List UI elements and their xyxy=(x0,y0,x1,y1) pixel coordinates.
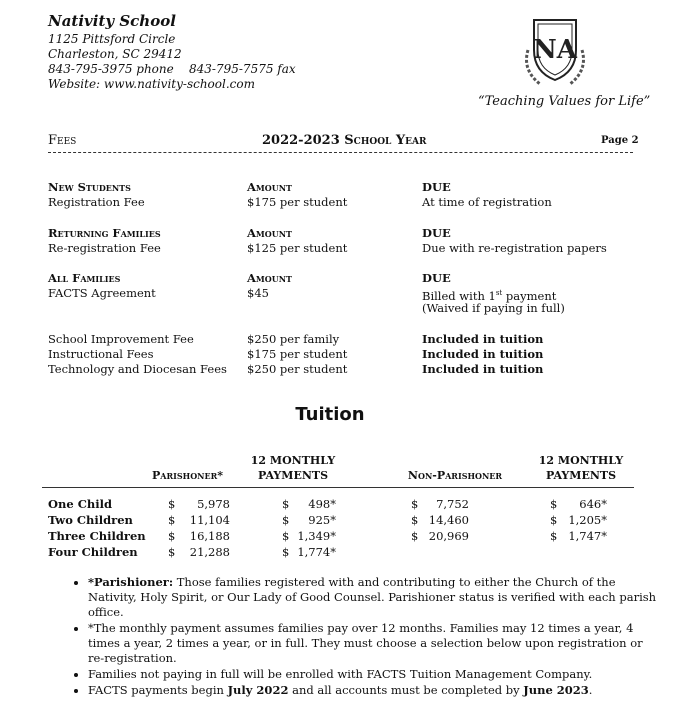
year-number: 2022-2023 xyxy=(262,133,340,148)
school-address-2: Charleston, SC 29412 xyxy=(48,47,182,61)
currency: $ xyxy=(282,513,290,527)
section-heading: Returning Families xyxy=(48,226,161,240)
year-label: School Year xyxy=(344,133,427,148)
amount-heading: Amount xyxy=(247,180,292,194)
fee-amount: $175 per student xyxy=(247,195,348,209)
due-text: Billed with 1 xyxy=(422,288,496,303)
value: 20,969 xyxy=(428,529,469,543)
value: 1,774* xyxy=(297,545,336,559)
value: 1,205* xyxy=(568,513,607,527)
col-monthly-parishioner xyxy=(248,453,338,483)
currency: $ xyxy=(168,545,176,559)
row-label: Three Children xyxy=(48,529,146,543)
currency: $ xyxy=(411,513,419,527)
included-amount: $175 per student xyxy=(247,347,348,361)
note-text: . xyxy=(588,683,593,697)
note-text: Those families registered with and contributing to either the Church of the Nativity, Holy Spirit, or Our Lady of Good Counsel. Parishioner status is verified with each parish office. xyxy=(88,575,657,619)
page-number: Page 2 xyxy=(601,135,639,146)
school-phone-fax xyxy=(48,62,296,77)
fee-item: Re-registration Fee xyxy=(48,241,161,255)
value: 1,349* xyxy=(297,529,336,543)
col-monthly-line1: 12 MONTHLY xyxy=(538,454,624,467)
col-parishioner: Parishoner* xyxy=(152,469,223,482)
school-website: Website: www.nativity-school.com xyxy=(48,77,255,91)
parishioner-amount xyxy=(168,496,230,512)
row-label: Four Children xyxy=(48,545,138,559)
fee-amount: $45 xyxy=(247,286,269,300)
tuition-title: Tuition xyxy=(295,404,365,425)
col-monthly-line2: PAYMENTS xyxy=(545,469,617,482)
currency: $ xyxy=(550,529,558,543)
section-heading: All Families xyxy=(48,271,121,285)
row-label: Two Children xyxy=(48,513,133,527)
col-non-parishioner: Non-Parishoner xyxy=(407,469,503,482)
currency: $ xyxy=(282,529,290,543)
non-parishioner-monthly xyxy=(550,512,607,528)
parishioner-amount xyxy=(168,512,230,528)
note-bold: June 2023 xyxy=(523,683,589,697)
non-parishioner-amount xyxy=(411,512,469,528)
fee-due: Due with re-registration papers xyxy=(422,241,607,255)
note-text: and all accounts must be completed by xyxy=(288,683,524,697)
section-heading: New Students xyxy=(48,180,131,194)
currency: $ xyxy=(550,513,558,527)
parishioner-monthly xyxy=(282,528,336,544)
fee-item: Registration Fee xyxy=(48,195,145,209)
value: 925* xyxy=(308,513,336,527)
currency: $ xyxy=(168,513,176,527)
school-phone: 843-795-3975 phone xyxy=(48,62,174,76)
parishioner-monthly xyxy=(282,512,336,528)
fee-item: FACTS Agreement xyxy=(48,286,156,300)
table-rule xyxy=(42,487,634,488)
note-facts: • Families not paying in full will be enrolled with FACTS Tuition Management Company. xyxy=(88,667,658,682)
note-monthly: • *The monthly payment assumes families pay over 12 months. Families may 12 times a year, 4 times a year, 2 times a year, or in full. They must choose a selection below upon registration or re-registration. xyxy=(88,621,658,666)
school-fax: 843-795-7575 fax xyxy=(189,62,296,76)
dashed-divider xyxy=(48,152,633,153)
amount-heading: Amount xyxy=(247,271,292,285)
col-monthly-non-parishioner xyxy=(536,453,626,483)
school-address-1: 1125 Pittsford Circle xyxy=(48,32,176,46)
crest-letters: NA xyxy=(533,35,577,65)
note-bold: July 2022 xyxy=(227,683,289,697)
non-parishioner-monthly xyxy=(550,528,607,544)
school-crest-logo xyxy=(520,10,590,90)
school-name: Nativity School xyxy=(48,12,176,30)
currency: $ xyxy=(282,545,290,559)
currency: $ xyxy=(411,529,419,543)
value: 21,288 xyxy=(189,545,230,559)
parishioner-amount xyxy=(168,544,230,560)
note-payments xyxy=(88,683,658,698)
fee-due-note: (Waived if paying in full) xyxy=(422,301,565,315)
value: 16,188 xyxy=(189,529,230,543)
value: 1,747* xyxy=(568,529,607,543)
currency: $ xyxy=(550,497,558,511)
notes-list xyxy=(70,575,658,699)
due-heading: DUE xyxy=(422,180,451,194)
included-due: Included in tuition xyxy=(422,362,544,376)
value: 7,752 xyxy=(436,497,469,511)
value: 11,104 xyxy=(189,513,230,527)
currency: $ xyxy=(168,497,176,511)
due-heading: DUE xyxy=(422,226,451,240)
due-superscript: st xyxy=(495,289,503,297)
due-heading: DUE xyxy=(422,271,451,285)
included-item: School Improvement Fee xyxy=(48,332,194,346)
non-parishioner-monthly xyxy=(550,496,607,512)
included-due: Included in tuition xyxy=(422,332,544,346)
school-motto: “Teaching Values for Life” xyxy=(478,94,651,109)
note-parishioner xyxy=(88,575,658,620)
included-amount: $250 per student xyxy=(247,362,348,376)
currency: $ xyxy=(168,529,176,543)
included-item: Instructional Fees xyxy=(48,347,154,361)
col-monthly-line1: 12 MONTHLY xyxy=(250,454,336,467)
row-label: One Child xyxy=(48,497,112,511)
parishioner-amount xyxy=(168,528,230,544)
included-amount: $250 per family xyxy=(247,332,340,346)
due-text-end: payment xyxy=(502,288,557,303)
amount-heading: Amount xyxy=(247,226,292,240)
fees-title: Fees xyxy=(48,133,77,148)
included-item: Technology and Diocesan Fees xyxy=(48,362,227,376)
col-monthly-line2: PAYMENTS xyxy=(257,469,329,482)
parishioner-monthly xyxy=(282,544,336,560)
currency: $ xyxy=(411,497,419,511)
parishioner-monthly xyxy=(282,496,336,512)
fee-amount: $125 per student xyxy=(247,241,348,255)
currency: $ xyxy=(282,497,290,511)
included-due: Included in tuition xyxy=(422,347,544,361)
school-year-title xyxy=(262,133,427,148)
value: 646* xyxy=(579,497,607,511)
value: 14,460 xyxy=(428,513,469,527)
non-parishioner-amount xyxy=(411,496,469,512)
note-text: FACTS payments begin xyxy=(88,683,228,697)
value: 5,978 xyxy=(197,497,230,511)
note-bold: *Parishioner: xyxy=(88,575,174,589)
fee-due: At time of registration xyxy=(422,195,552,209)
non-parishioner-amount xyxy=(411,528,469,544)
value: 498* xyxy=(308,497,336,511)
